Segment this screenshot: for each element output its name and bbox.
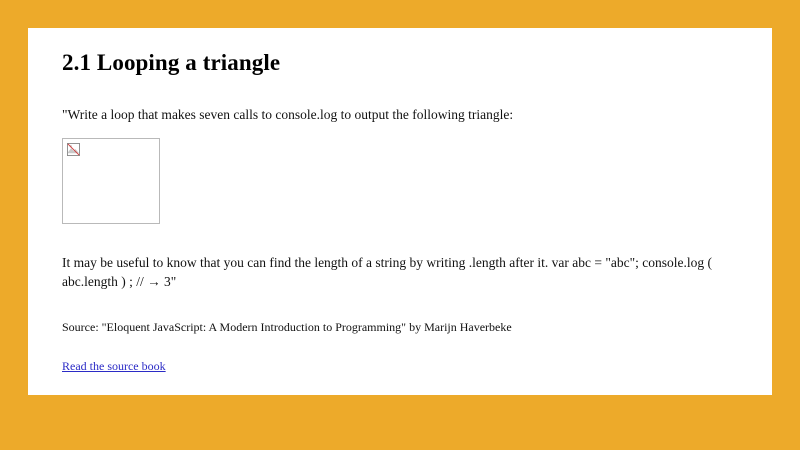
exercise-intro-text: "Write a loop that makes seven calls to console.log to output the following triangle:	[62, 106, 514, 122]
source-attribution: Source: "Eloquent JavaScript: A Modern Introduction to Programming" by Marijn Haverbeke	[62, 319, 512, 334]
content-card	[28, 28, 772, 395]
source-book-link[interactable]: Read the source book	[62, 358, 166, 373]
page-title: 2.1 Looping a triangle	[62, 50, 281, 75]
broken-image-icon	[67, 143, 80, 156]
triangle-figure-placeholder	[62, 138, 160, 224]
exercise-body-text: It may be useful to know that you can find the length of a string by writing .length after it. var abc = "abc"; console.log ( abc.length ) ; // → 3"	[62, 255, 712, 289]
